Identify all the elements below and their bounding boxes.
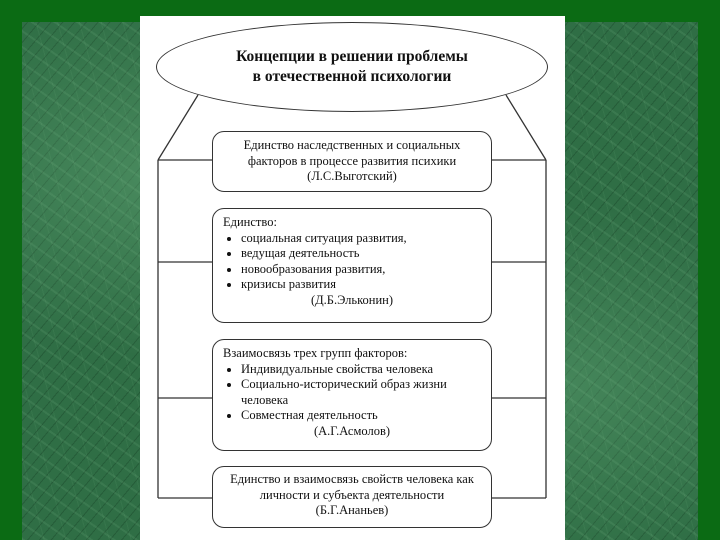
list-item: • Социально-исторический образ жизни человека <box>241 377 481 408</box>
diagram-title: Концепции в решении проблемы в отечественной психологии <box>236 48 468 85</box>
box1-author: (Л.С.Выготский) <box>307 169 397 183</box>
concept-box-ananyev <box>212 466 492 528</box>
list-item: • социальная ситуация развития, <box>241 231 481 247</box>
list-item: • Совместная деятельность <box>241 408 481 424</box>
box4-author: (Б.Г.Ананьев) <box>315 503 389 517</box>
concept-box-asmolov <box>212 339 492 451</box>
concept-box-vygotsky <box>212 131 492 192</box>
list-item: • кризисы развития <box>241 277 481 293</box>
box3-list <box>223 362 481 424</box>
list-item: • Индивидуальные свойства человека <box>241 362 481 378</box>
box2-list <box>223 231 481 293</box>
title-ellipse <box>156 22 548 112</box>
right-diagonal-connector <box>506 95 546 160</box>
box3-heading: Взаимосвязь трех групп факторов: <box>223 346 408 360</box>
concept-box-elkonin <box>212 208 492 323</box>
box2-author: (Д.Б.Эльконин) <box>310 292 394 307</box>
box2-heading: Единство: <box>223 215 277 229</box>
list-item: • новообразования развития, <box>241 262 481 278</box>
left-diagonal-connector <box>158 95 198 160</box>
box3-author: (А.Г.Асмолов) <box>313 423 391 438</box>
box1-text: Единство наследственных и социальных факторов в процессе развития психики <box>243 138 461 168</box>
box4-text: Единство и взаимосвязь свойств человека как личности и субъекта деятельности <box>230 472 474 502</box>
list-item: • ведущая деятельность <box>241 246 481 262</box>
